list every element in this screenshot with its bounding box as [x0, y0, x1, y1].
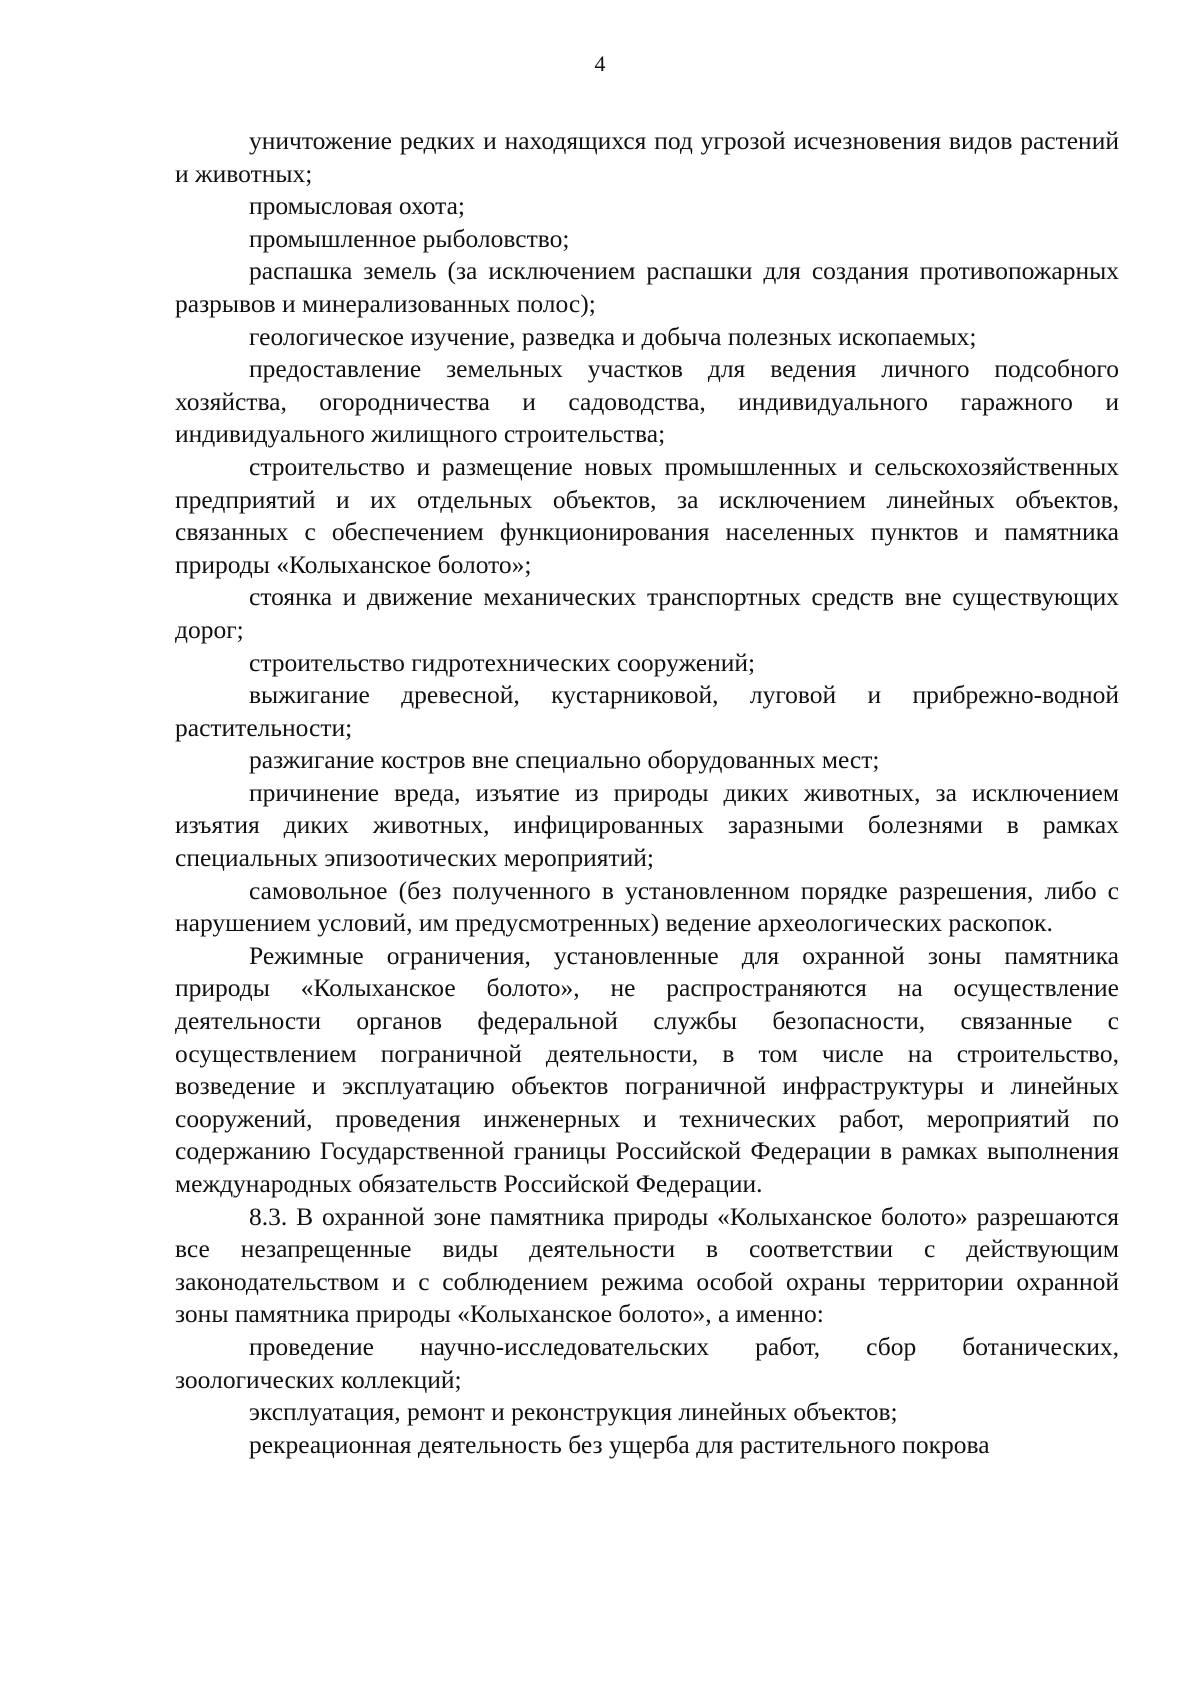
paragraph-list-item: самовольное (без полученного в установленном порядке разрешения, либо с нарушением условий, им предусмотренных) ведение археологических раскопок.: [175, 875, 1119, 938]
paragraph-list-item: выжигание древесной, кустарниковой, луговой и прибрежно-водной растительности;: [175, 680, 1119, 742]
paragraph-list-item: эксплуатация, ремонт и реконструкция линейных объектов;: [249, 1397, 898, 1427]
paragraph-list-item: проведение научно-исследовательских работ, сбор ботанических, зоологических коллекций;: [175, 1331, 1119, 1394]
paragraph-list-item: рекреационная деятельность без ущерба для растительного покрова: [249, 1429, 990, 1459]
paragraph-section-8-3: 8.3. В охранной зоне памятника природы «Колыханское болото» разрешаются все незапрещенные виды деятельности в соответствии с действующим законодательством и с соблюдением режима особой охраны территории охранной зоны памятника природы «Колыханское болото», а именно:: [175, 1201, 1119, 1329]
paragraph-list-item: стоянка и движение механических транспортных средств вне существующих дорог;: [175, 582, 1119, 644]
paragraph-list-item: предоставление земельных участков для ведения личного подсобного хозяйства, огородничества и садоводства, индивидуального гаражного и индивидуального жилищного строительства;: [175, 354, 1119, 449]
paragraph-list-item: разжигание костров вне специально оборудованных мест;: [249, 745, 880, 775]
paragraph-list-item: промышленное рыболовство;: [249, 223, 570, 253]
paragraph-list-item: причинение вреда, изъятие из природы диких животных, за исключением изъятия диких животных, инфицированных заразными болезнями в рамках специальных эпизоотических мероприятий;: [175, 777, 1119, 873]
paragraph-list-item: строительство и размещение новых промышленных и сельскохозяйственных предприятий и их отдельных объектов, за исключением линейных объектов, связанных с обеспечением функционирования населенных пунктов и памятника природы «Колыханское болото»;: [175, 451, 1119, 579]
paragraph-list-item: уничтожение редких и находящихся под угрозой исчезновения видов растений и животных;: [175, 126, 1119, 188]
paragraph-regime-exceptions: Режимные ограничения, установленные для охранной зоны памятника природы «Колыханское болото», не распространяются на осуществление деятельности органов федеральной службы безопасности, связанные с осуществлением пограничной деятельности, в том числе на строительство, возведение и эксплуатацию объектов пограничной инфраструктуры и линейных сооружений, проведения инженерных и технических работ, мероприятий по содержанию Государственной границы Российской Федерации в рамках выполнения международных обязательств Российской Федерации.: [175, 940, 1119, 1198]
paragraph-list-item: промысловая охота;: [249, 191, 466, 221]
paragraph-list-item: распашка земель (за исключением распашки для создания противопожарных разрывов и минерализованных полос);: [175, 256, 1119, 318]
paragraph-list-item: геологическое изучение, разведка и добыча полезных ископаемых;: [249, 321, 977, 351]
document-body: [175, 125, 1119, 1461]
paragraph-list-item: строительство гидротехнических сооружений;: [249, 647, 756, 677]
page-number: 4: [594, 51, 606, 76]
